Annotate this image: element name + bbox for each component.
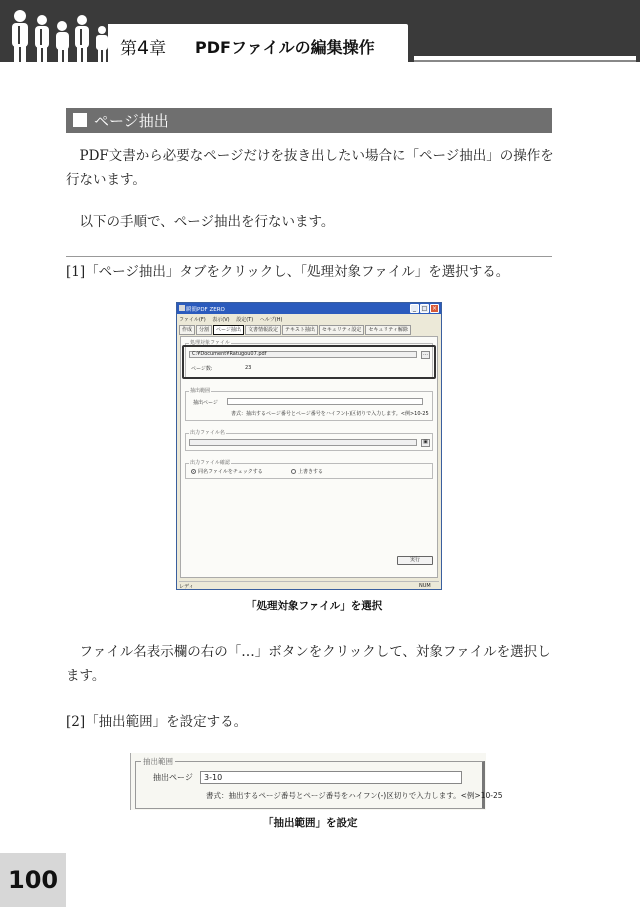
tab-security-settings[interactable]: セキュリティ設定 [319, 325, 365, 335]
tab-page-extract[interactable]: ページ抽出 [213, 325, 244, 335]
chapter-title: PDFファイルの編集操作 [195, 38, 375, 57]
radio-overwrite[interactable]: 上書きする [291, 468, 323, 475]
status-bar [179, 581, 439, 589]
file-select-paragraph: ファイル名表示欄の右の「…」ボタンをクリックして、対象ファイルを選択します。 [66, 644, 551, 684]
menu-settings[interactable]: 設定(T) [236, 317, 254, 323]
range-detail-group-label: 抽出範囲 [143, 757, 173, 766]
run-button[interactable]: 実行 [397, 556, 433, 565]
range-detail-input[interactable]: 3-10 [200, 771, 462, 784]
chapter-number: 第4章 [120, 37, 167, 59]
tab-split[interactable]: 分割 [196, 325, 212, 335]
status-num: NUM [419, 583, 431, 589]
app-window-screenshot [176, 302, 442, 590]
figure-1-caption: 「処理対象ファイル」を選択 [246, 600, 383, 612]
range-detail-label: 抽出ページ [153, 773, 193, 782]
range-detail-screenshot [130, 753, 503, 810]
range-label: 抽出ページ [193, 400, 218, 406]
menu-help[interactable]: ヘルプ(H) [259, 317, 283, 323]
menu-file[interactable]: ファイル(F) [179, 317, 206, 323]
intro-paragraph: PDF文書から必要なページだけを抜き出したい場合に「ページ抽出」の操作を行ないます。 [66, 148, 554, 188]
window-title: 瞬簡PDF ZERO [186, 307, 225, 313]
page-number: 100 [8, 866, 59, 894]
browse-target-button[interactable]: … [423, 351, 428, 357]
procedure-paragraph: 以下の手順で、ページ抽出を行ないます。 [79, 214, 335, 230]
people-silhouette-icon [6, 6, 116, 62]
radio-check-same-name[interactable]: 同名ファイルをチェックする [191, 468, 263, 475]
minimize-icon[interactable]: _ [410, 304, 419, 313]
figure-2-caption: 「抽出範囲」を設定 [263, 817, 358, 829]
app-icon [179, 305, 185, 311]
range-detail-frame [135, 761, 485, 809]
output-confirm-group-label: 出力ファイル確認 [190, 460, 230, 466]
output-file-field[interactable] [189, 439, 417, 446]
menu-view[interactable]: 表示(V) [212, 317, 230, 323]
step-1: [1]「ページ抽出」タブをクリックし、「処理対象ファイル」を選択する。 [66, 264, 510, 280]
tab-create[interactable]: 作成 [179, 325, 195, 335]
range-detail-hint: 書式：抽出するページ番号とページ番号をハイフン(-)区切りで入力します。<例>10-25 [206, 791, 503, 800]
section-title: ページ抽出 [94, 112, 169, 130]
close-icon[interactable]: × [431, 305, 438, 312]
tab-bar [179, 325, 412, 335]
highlight-frame [182, 345, 436, 379]
radio-icon [291, 469, 296, 474]
radio-selected-icon [191, 469, 196, 474]
status-ready: レディ [179, 584, 194, 590]
tab-document-info[interactable]: 文書情報設定 [245, 325, 281, 335]
tab-text-extract[interactable]: テキスト抽出 [282, 325, 318, 335]
range-input[interactable] [227, 398, 423, 405]
tab-security-remove[interactable]: セキュリティ解除 [365, 325, 411, 335]
maximize-icon[interactable]: □ [421, 305, 428, 312]
page-extract-panel [180, 336, 438, 578]
page-count-label: ページ数: [191, 366, 213, 372]
window-titlebar [177, 303, 441, 314]
target-file-group-label: 処理対象ファイル [190, 340, 230, 346]
page-count-value: 23 [245, 365, 252, 371]
square-bullet-icon [73, 113, 87, 127]
range-hint: 書式：抽出するページ番号とページ番号をハイフン(-)区切りで入力します。<例>10-25 [231, 411, 429, 417]
browse-output-button[interactable]: ▣ [421, 439, 430, 447]
output-file-group-label: 出力ファイル名 [190, 430, 225, 436]
header-rule [414, 60, 636, 62]
menu-bar [179, 316, 287, 323]
step-2: [2]「抽出範囲」を設定する。 [66, 714, 248, 730]
target-file-field[interactable]: C:¥Document¥Ratugou07.pdf [189, 351, 417, 358]
range-group-label: 抽出範囲 [190, 388, 211, 394]
step-divider [66, 256, 552, 257]
